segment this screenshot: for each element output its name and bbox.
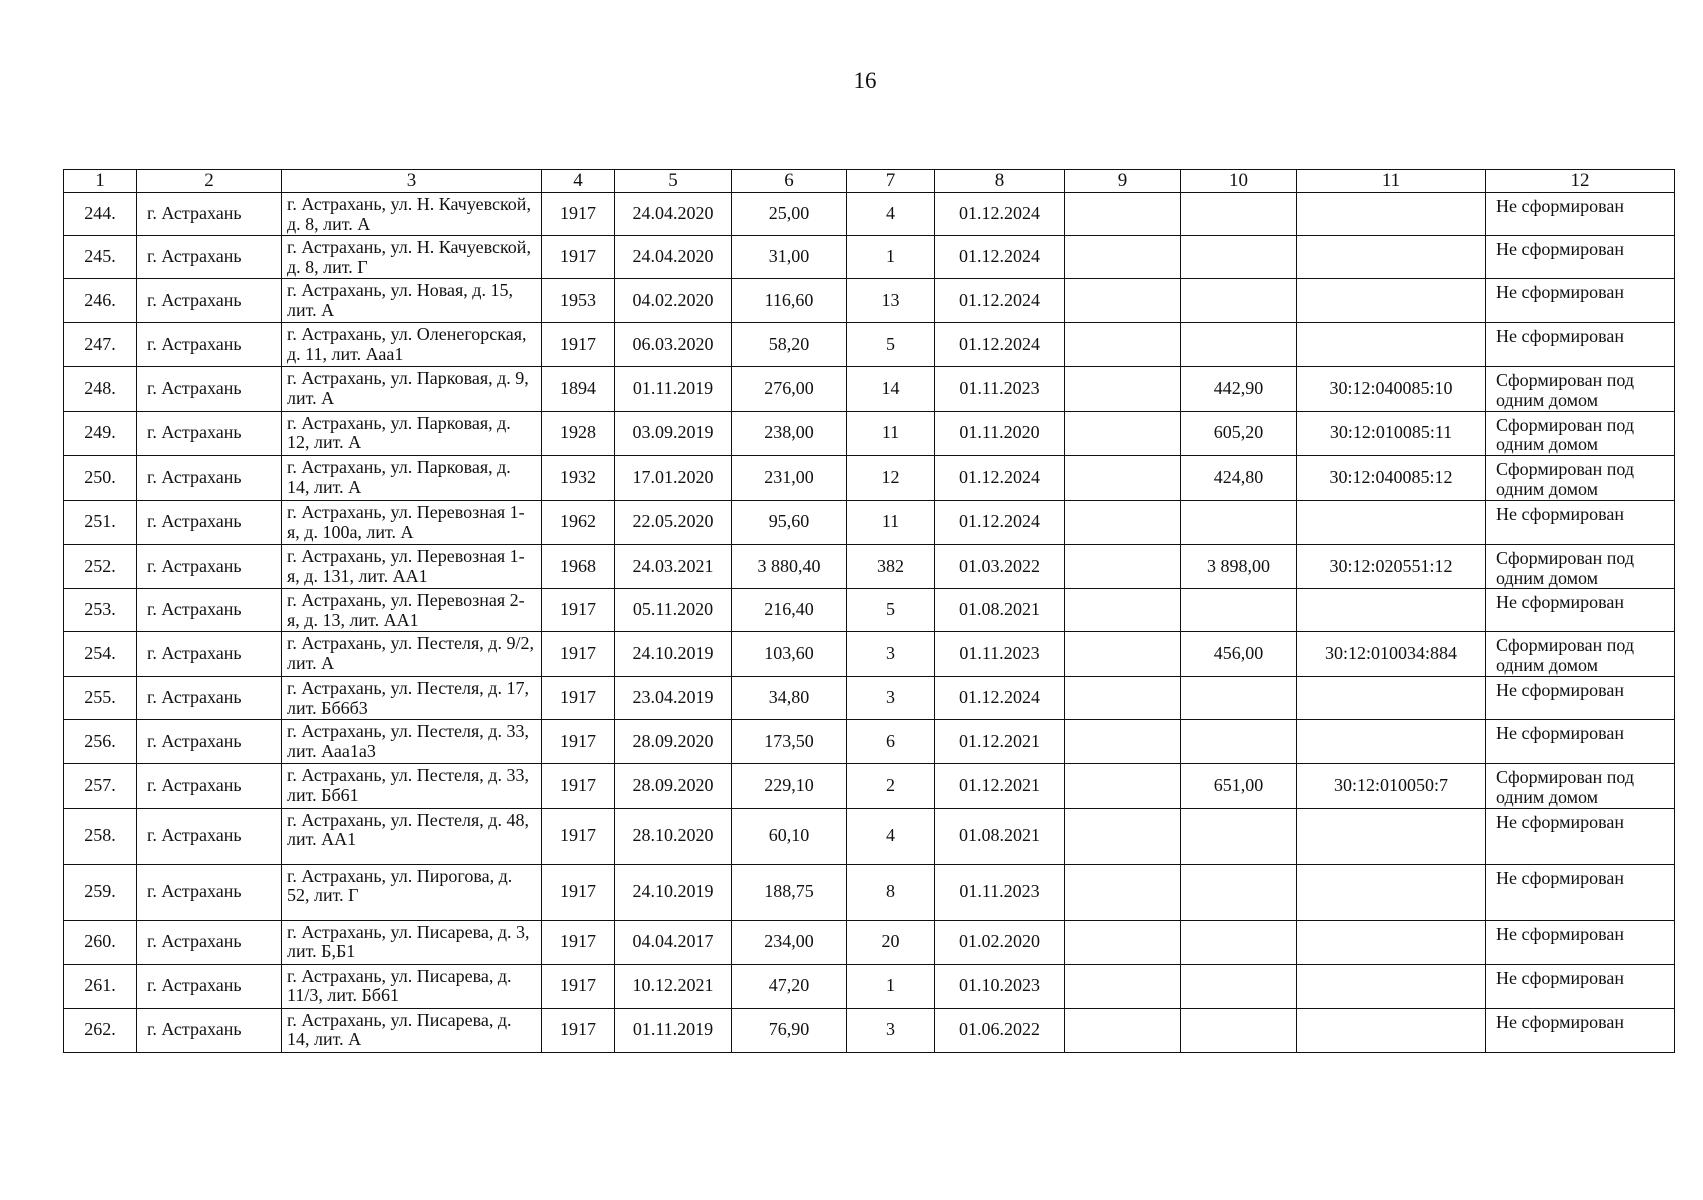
area-cell: 3 880,40: [732, 544, 847, 589]
deadline-cell: 01.08.2021: [935, 808, 1065, 864]
year-cell: 1917: [542, 589, 615, 632]
table-row: [64, 367, 1675, 412]
row-number: 253.: [64, 589, 137, 632]
empty-cell: [1065, 193, 1181, 236]
column-header: 5: [615, 170, 732, 193]
city-cell: г. Астрахань: [137, 808, 282, 864]
deadline-cell: 01.12.2024: [935, 456, 1065, 501]
row-number: 247.: [64, 323, 137, 367]
area-cell: 276,00: [732, 367, 847, 412]
city-cell: г. Астрахань: [137, 763, 282, 808]
land-area-cell: [1181, 323, 1297, 367]
address-cell: г. Астрахань, ул. Пестеля, д. 17, лит. Бб6б3: [282, 676, 542, 719]
table-row: [64, 964, 1675, 1008]
date-cell: 24.10.2019: [615, 864, 732, 920]
deadline-cell: 01.12.2024: [935, 279, 1065, 323]
city-cell: г. Астрахань: [137, 236, 282, 279]
deadline-cell: 01.12.2024: [935, 323, 1065, 367]
empty-cell: [1065, 367, 1181, 412]
area-cell: 103,60: [732, 632, 847, 677]
column-header: 9: [1065, 170, 1181, 193]
land-area-cell: [1181, 1008, 1297, 1052]
land-area-cell: 651,00: [1181, 763, 1297, 808]
row-number: 246.: [64, 279, 137, 323]
column-header: 6: [732, 170, 847, 193]
area-cell: 229,10: [732, 763, 847, 808]
status-cell: Сформирован под одним домом: [1486, 632, 1675, 677]
count-cell: 3: [847, 676, 935, 719]
cadastral-number-cell: [1297, 323, 1486, 367]
deadline-cell: 01.10.2023: [935, 964, 1065, 1008]
count-cell: 20: [847, 920, 935, 964]
year-cell: 1917: [542, 719, 615, 763]
deadline-cell: 01.08.2021: [935, 589, 1065, 632]
date-cell: 17.01.2020: [615, 456, 732, 501]
land-area-cell: [1181, 500, 1297, 544]
column-header: 8: [935, 170, 1065, 193]
year-cell: 1917: [542, 920, 615, 964]
date-cell: 23.04.2019: [615, 676, 732, 719]
row-number: 262.: [64, 1008, 137, 1052]
city-cell: г. Астрахань: [137, 964, 282, 1008]
table-row: [64, 544, 1675, 589]
land-area-cell: 442,90: [1181, 367, 1297, 412]
table-row: [64, 500, 1675, 544]
date-cell: 05.11.2020: [615, 589, 732, 632]
cadastral-number-cell: [1297, 676, 1486, 719]
year-cell: 1917: [542, 808, 615, 864]
count-cell: 12: [847, 456, 935, 501]
area-cell: 231,00: [732, 456, 847, 501]
row-number: 245.: [64, 236, 137, 279]
cadastral-number-cell: 30:12:010085:11: [1297, 411, 1486, 456]
status-cell: Не сформирован: [1486, 808, 1675, 864]
address-cell: г. Астрахань, ул. Пестеля, д. 33, лит. Бб61: [282, 763, 542, 808]
empty-cell: [1065, 411, 1181, 456]
cadastral-number-cell: 30:12:040085:10: [1297, 367, 1486, 412]
year-cell: 1968: [542, 544, 615, 589]
row-number: 255.: [64, 676, 137, 719]
land-area-cell: [1181, 964, 1297, 1008]
deadline-cell: 01.11.2023: [935, 367, 1065, 412]
table-row: [64, 808, 1675, 864]
address-cell: г. Астрахань, ул. Перевозная 1-я, д. 131, лит. АА1: [282, 544, 542, 589]
table-row: [64, 456, 1675, 501]
row-number: 261.: [64, 964, 137, 1008]
address-cell: г. Астрахань, ул. Пирогова, д. 52, лит. Г: [282, 864, 542, 920]
table-row: [64, 193, 1675, 236]
date-cell: 28.09.2020: [615, 719, 732, 763]
column-header: 12: [1486, 170, 1675, 193]
area-cell: 173,50: [732, 719, 847, 763]
cadastral-number-cell: 30:12:010050:7: [1297, 763, 1486, 808]
status-cell: Не сформирован: [1486, 864, 1675, 920]
status-cell: Не сформирован: [1486, 676, 1675, 719]
empty-cell: [1065, 864, 1181, 920]
table-row: [64, 864, 1675, 920]
count-cell: 382: [847, 544, 935, 589]
address-cell: г. Астрахань, ул. Перевозная 2-я, д. 13, лит. АА1: [282, 589, 542, 632]
address-cell: г. Астрахань, ул. Писарева, д. 11/3, лит. Бб61: [282, 964, 542, 1008]
land-area-cell: [1181, 279, 1297, 323]
column-header: 4: [542, 170, 615, 193]
land-area-cell: [1181, 193, 1297, 236]
empty-cell: [1065, 323, 1181, 367]
address-cell: г. Астрахань, ул. Новая, д. 15, лит. А: [282, 279, 542, 323]
status-cell: Не сформирован: [1486, 920, 1675, 964]
status-cell: Не сформирован: [1486, 193, 1675, 236]
area-cell: 31,00: [732, 236, 847, 279]
column-header: 10: [1181, 170, 1297, 193]
count-cell: 5: [847, 589, 935, 632]
land-area-cell: 456,00: [1181, 632, 1297, 677]
address-cell: г. Астрахань, ул. Оленегорская, д. 11, лит. Ааа1: [282, 323, 542, 367]
city-cell: г. Астрахань: [137, 1008, 282, 1052]
header-row: [64, 170, 1675, 193]
city-cell: г. Астрахань: [137, 920, 282, 964]
land-area-cell: 424,80: [1181, 456, 1297, 501]
year-cell: 1962: [542, 500, 615, 544]
date-cell: 01.11.2019: [615, 1008, 732, 1052]
city-cell: г. Астрахань: [137, 719, 282, 763]
table-row: [64, 632, 1675, 677]
table-row: [64, 323, 1675, 367]
empty-cell: [1065, 920, 1181, 964]
deadline-cell: 01.11.2023: [935, 864, 1065, 920]
table-row: [64, 920, 1675, 964]
deadline-cell: 01.06.2022: [935, 1008, 1065, 1052]
column-header: 1: [64, 170, 137, 193]
deadline-cell: 01.12.2024: [935, 500, 1065, 544]
area-cell: 95,60: [732, 500, 847, 544]
date-cell: 24.10.2019: [615, 632, 732, 677]
row-number: 256.: [64, 719, 137, 763]
date-cell: 06.03.2020: [615, 323, 732, 367]
count-cell: 11: [847, 411, 935, 456]
year-cell: 1917: [542, 763, 615, 808]
address-cell: г. Астрахань, ул. Пестеля, д. 33, лит. Ааа1а3: [282, 719, 542, 763]
deadline-cell: 01.12.2024: [935, 236, 1065, 279]
year-cell: 1917: [542, 864, 615, 920]
address-cell: г. Астрахань, ул. Писарева, д. 3, лит. Б,Б1: [282, 920, 542, 964]
cadastral-number-cell: 30:12:010034:884: [1297, 632, 1486, 677]
address-cell: г. Астрахань, ул. Парковая, д. 12, лит. А: [282, 411, 542, 456]
count-cell: 6: [847, 719, 935, 763]
area-cell: 234,00: [732, 920, 847, 964]
status-cell: Не сформирован: [1486, 279, 1675, 323]
page-number: 16: [853, 68, 877, 93]
status-cell: Не сформирован: [1486, 589, 1675, 632]
date-cell: 10.12.2021: [615, 964, 732, 1008]
land-area-cell: [1181, 864, 1297, 920]
address-cell: г. Астрахань, ул. Пестеля, д. 48, лит. АА1: [282, 808, 542, 864]
count-cell: 5: [847, 323, 935, 367]
year-cell: 1917: [542, 1008, 615, 1052]
empty-cell: [1065, 544, 1181, 589]
count-cell: 8: [847, 864, 935, 920]
city-cell: г. Астрахань: [137, 864, 282, 920]
table-row: [64, 719, 1675, 763]
cadastral-number-cell: 30:12:020551:12: [1297, 544, 1486, 589]
land-area-cell: 605,20: [1181, 411, 1297, 456]
year-cell: 1928: [542, 411, 615, 456]
area-cell: 238,00: [732, 411, 847, 456]
city-cell: г. Астрахань: [137, 589, 282, 632]
address-cell: г. Астрахань, ул. Писарева, д. 14, лит. А: [282, 1008, 542, 1052]
deadline-cell: 01.02.2020: [935, 920, 1065, 964]
date-cell: 22.05.2020: [615, 500, 732, 544]
count-cell: 1: [847, 964, 935, 1008]
year-cell: 1953: [542, 279, 615, 323]
date-cell: 24.04.2020: [615, 236, 732, 279]
status-cell: Не сформирован: [1486, 719, 1675, 763]
cadastral-number-cell: [1297, 500, 1486, 544]
count-cell: 2: [847, 763, 935, 808]
land-area-cell: 3 898,00: [1181, 544, 1297, 589]
area-cell: 216,40: [732, 589, 847, 632]
area-cell: 34,80: [732, 676, 847, 719]
land-area-cell: [1181, 236, 1297, 279]
date-cell: 01.11.2019: [615, 367, 732, 412]
table-row: [64, 279, 1675, 323]
row-number: 258.: [64, 808, 137, 864]
count-cell: 11: [847, 500, 935, 544]
year-cell: 1917: [542, 964, 615, 1008]
empty-cell: [1065, 279, 1181, 323]
empty-cell: [1065, 500, 1181, 544]
status-cell: Сформирован под одним домом: [1486, 763, 1675, 808]
cadastral-number-cell: [1297, 864, 1486, 920]
row-number: 259.: [64, 864, 137, 920]
empty-cell: [1065, 236, 1181, 279]
cadastral-number-cell: [1297, 920, 1486, 964]
status-cell: Сформирован под одним домом: [1486, 456, 1675, 501]
address-cell: г. Астрахань, ул. Перевозная 1-я, д. 100а, лит. А: [282, 500, 542, 544]
row-number: 254.: [64, 632, 137, 677]
status-cell: Не сформирован: [1486, 323, 1675, 367]
date-cell: 28.10.2020: [615, 808, 732, 864]
city-cell: г. Астрахань: [137, 323, 282, 367]
land-area-cell: [1181, 676, 1297, 719]
cadastral-number-cell: [1297, 964, 1486, 1008]
status-cell: Не сформирован: [1486, 236, 1675, 279]
land-area-cell: [1181, 719, 1297, 763]
city-cell: г. Астрахань: [137, 632, 282, 677]
cadastral-number-cell: 30:12:040085:12: [1297, 456, 1486, 501]
count-cell: 14: [847, 367, 935, 412]
status-cell: Не сформирован: [1486, 1008, 1675, 1052]
table-row: [64, 411, 1675, 456]
row-number: 260.: [64, 920, 137, 964]
count-cell: 13: [847, 279, 935, 323]
empty-cell: [1065, 763, 1181, 808]
address-cell: г. Астрахань, ул. Н. Качуевской, д. 8, лит. А: [282, 193, 542, 236]
deadline-cell: 01.11.2023: [935, 632, 1065, 677]
column-header: 2: [137, 170, 282, 193]
count-cell: 1: [847, 236, 935, 279]
count-cell: 3: [847, 1008, 935, 1052]
year-cell: 1932: [542, 456, 615, 501]
year-cell: 1917: [542, 676, 615, 719]
empty-cell: [1065, 808, 1181, 864]
column-header: 7: [847, 170, 935, 193]
row-number: 248.: [64, 367, 137, 412]
table-row: [64, 589, 1675, 632]
empty-cell: [1065, 719, 1181, 763]
status-cell: Сформирован под одним домом: [1486, 544, 1675, 589]
deadline-cell: 01.11.2020: [935, 411, 1065, 456]
table-row: [64, 763, 1675, 808]
count-cell: 4: [847, 808, 935, 864]
empty-cell: [1065, 632, 1181, 677]
cadastral-number-cell: [1297, 1008, 1486, 1052]
address-cell: г. Астрахань, ул. Н. Качуевской, д. 8, лит. Г: [282, 236, 542, 279]
empty-cell: [1065, 589, 1181, 632]
cadastral-number-cell: [1297, 808, 1486, 864]
year-cell: 1917: [542, 632, 615, 677]
row-number: 250.: [64, 456, 137, 501]
column-header: 3: [282, 170, 542, 193]
cadastral-number-cell: [1297, 719, 1486, 763]
area-cell: 47,20: [732, 964, 847, 1008]
status-cell: Не сформирован: [1486, 500, 1675, 544]
deadline-cell: 01.12.2024: [935, 676, 1065, 719]
year-cell: 1917: [542, 236, 615, 279]
row-number: 257.: [64, 763, 137, 808]
table-row: [64, 236, 1675, 279]
count-cell: 4: [847, 193, 935, 236]
column-header: 11: [1297, 170, 1486, 193]
year-cell: 1917: [542, 323, 615, 367]
row-number: 252.: [64, 544, 137, 589]
table-row: [64, 676, 1675, 719]
status-cell: Сформирован под одним домом: [1486, 367, 1675, 412]
land-area-cell: [1181, 920, 1297, 964]
empty-cell: [1065, 964, 1181, 1008]
cadastral-number-cell: [1297, 193, 1486, 236]
date-cell: 24.03.2021: [615, 544, 732, 589]
deadline-cell: 01.03.2022: [935, 544, 1065, 589]
deadline-cell: 01.12.2021: [935, 763, 1065, 808]
date-cell: 03.09.2019: [615, 411, 732, 456]
address-cell: г. Астрахань, ул. Пестеля, д. 9/2, лит. А: [282, 632, 542, 677]
date-cell: 28.09.2020: [615, 763, 732, 808]
status-cell: Сформирован под одним домом: [1486, 411, 1675, 456]
year-cell: 1894: [542, 367, 615, 412]
empty-cell: [1065, 456, 1181, 501]
table-body: [64, 193, 1675, 1053]
empty-cell: [1065, 1008, 1181, 1052]
address-cell: г. Астрахань, ул. Парковая, д. 9, лит. А: [282, 367, 542, 412]
area-cell: 60,10: [732, 808, 847, 864]
row-number: 251.: [64, 500, 137, 544]
land-area-cell: [1181, 808, 1297, 864]
empty-cell: [1065, 676, 1181, 719]
area-cell: 58,20: [732, 323, 847, 367]
city-cell: г. Астрахань: [137, 544, 282, 589]
cadastral-number-cell: [1297, 279, 1486, 323]
city-cell: г. Астрахань: [137, 456, 282, 501]
year-cell: 1917: [542, 193, 615, 236]
city-cell: г. Астрахань: [137, 367, 282, 412]
city-cell: г. Астрахань: [137, 279, 282, 323]
address-cell: г. Астрахань, ул. Парковая, д. 14, лит. А: [282, 456, 542, 501]
area-cell: 25,00: [732, 193, 847, 236]
city-cell: г. Астрахань: [137, 193, 282, 236]
land-area-cell: [1181, 589, 1297, 632]
count-cell: 3: [847, 632, 935, 677]
date-cell: 04.02.2020: [615, 279, 732, 323]
city-cell: г. Астрахань: [137, 500, 282, 544]
deadline-cell: 01.12.2021: [935, 719, 1065, 763]
date-cell: 04.04.2017: [615, 920, 732, 964]
table-row: [64, 1008, 1675, 1052]
deadline-cell: 01.12.2024: [935, 193, 1065, 236]
cadastral-number-cell: [1297, 236, 1486, 279]
housing-registry-table: [63, 169, 1675, 1053]
row-number: 244.: [64, 193, 137, 236]
date-cell: 24.04.2020: [615, 193, 732, 236]
area-cell: 188,75: [732, 864, 847, 920]
status-cell: Не сформирован: [1486, 964, 1675, 1008]
row-number: 249.: [64, 411, 137, 456]
city-cell: г. Астрахань: [137, 676, 282, 719]
area-cell: 76,90: [732, 1008, 847, 1052]
area-cell: 116,60: [732, 279, 847, 323]
cadastral-number-cell: [1297, 589, 1486, 632]
city-cell: г. Астрахань: [137, 411, 282, 456]
